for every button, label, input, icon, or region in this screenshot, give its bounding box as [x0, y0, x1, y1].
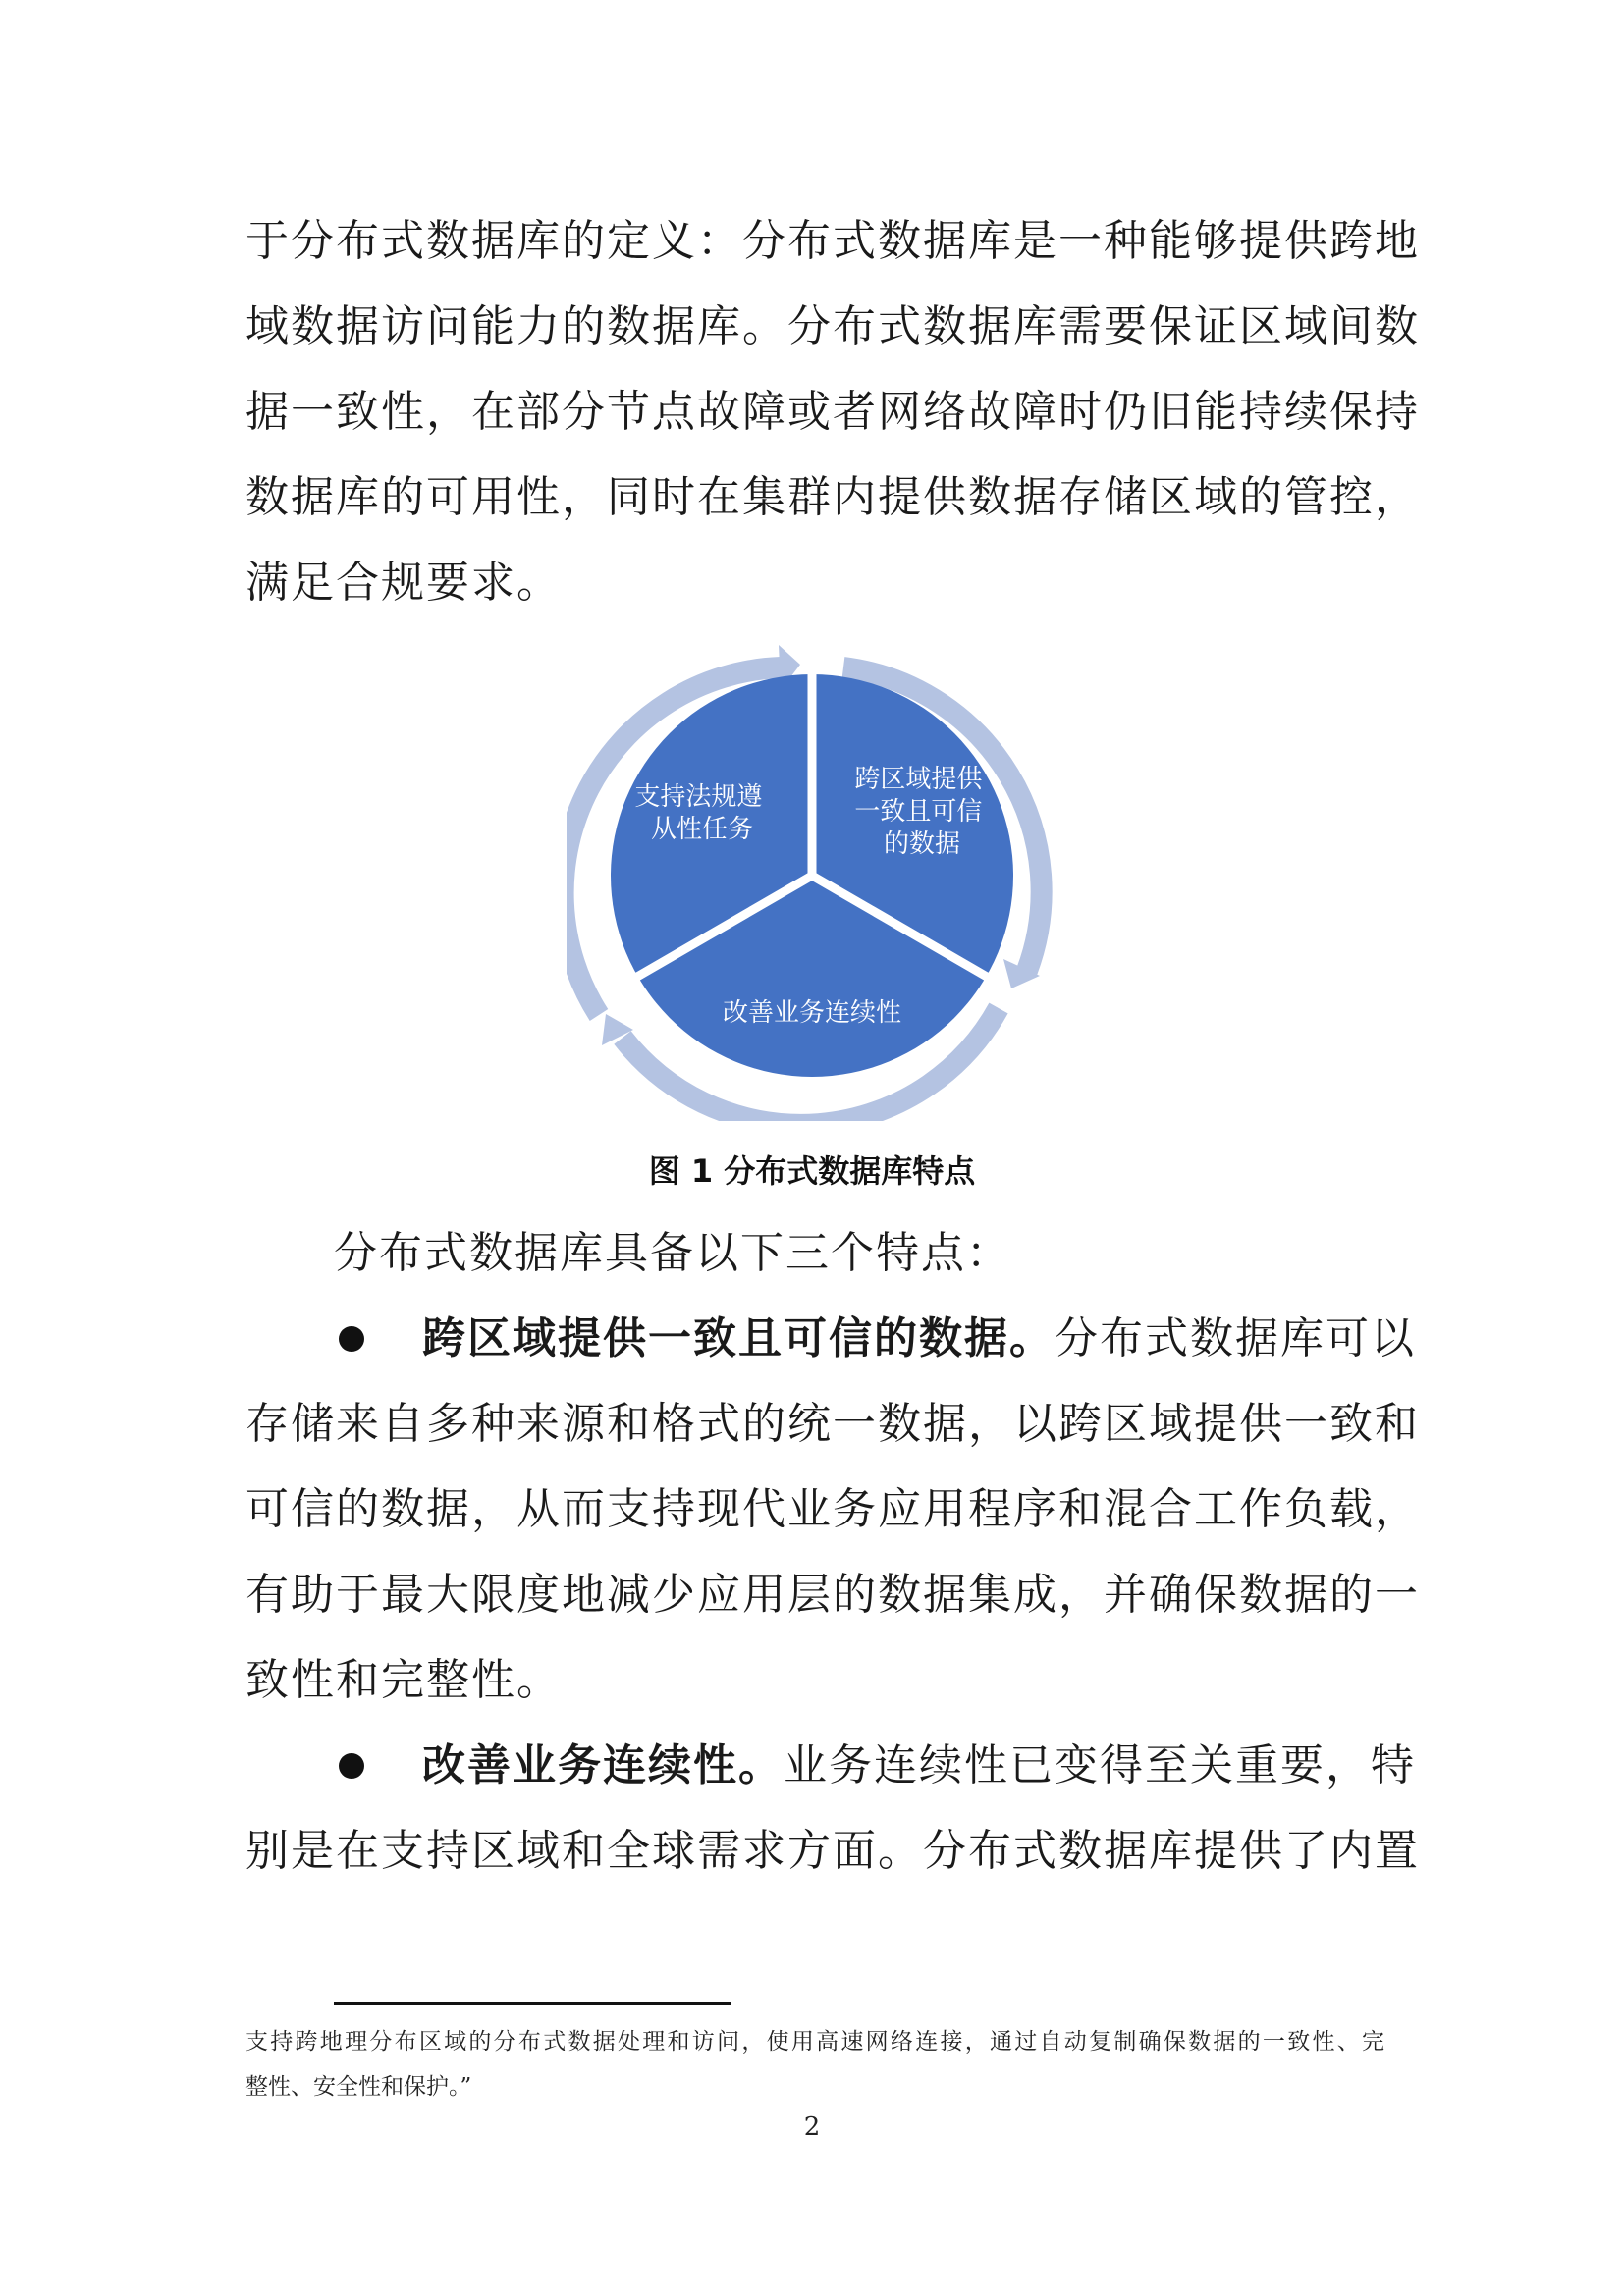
paragraph-line: 满足合规要求。 [245, 558, 562, 608]
bullet-first-line [422, 1296, 1416, 1382]
paragraph-line: 有助于最大限度地减少应用层的数据集成，并确保数据的一 [245, 1570, 1420, 1620]
paragraph-line: 域数据访问能力的数据库。分布式数据库需要保证区域间数 [245, 301, 1420, 351]
cycle-diagram [567, 625, 1057, 1121]
paragraph-line: 可信的数据，从而支持现代业务应用程序和混合工作负载， [245, 1484, 1420, 1534]
footnote-rule [334, 2002, 731, 2005]
paragraph-line: 于分布式数据库的定义：分布式数据库是一种能够提供跨地 [245, 216, 1420, 266]
bullet-text: 分布式数据库可以 [1055, 1313, 1416, 1363]
page-number: 2 [803, 2112, 821, 2142]
bullet-lead: 改善业务连续性。 [422, 1740, 784, 1790]
summary-line: 分布式数据库具备以下三个特点： [334, 1228, 1011, 1278]
paragraph-line: 存储来自多种来源和格式的统一数据，以跨区域提供一致和 [245, 1399, 1420, 1449]
bullet-first-line [422, 1723, 1416, 1809]
bullet-text: 业务连续性已变得至关重要，特 [784, 1740, 1416, 1790]
segment-label-consistent-data: 跨区域提供 一致且可信 的数据 [854, 764, 983, 858]
footnote-line: 支持跨地理分布区域的分布式数据处理和访问，使用高速网络连接，通过自动复制确保数据的一致性、完 [245, 2029, 1384, 2055]
paragraph-line: 致性和完整性。 [245, 1655, 562, 1705]
paragraph-line: 数据库的可用性，同时在集群内提供数据存储区域的管控， [245, 472, 1420, 522]
segment-label-business-continuity: 改善业务连续性 [722, 997, 902, 1027]
bullet-icon [339, 1326, 364, 1352]
paragraph-line: 别是在支持区域和全球需求方面。分布式数据库提供了内置 [245, 1826, 1420, 1876]
paragraph-line: 据一致性，在部分节点故障或者网络故障时仍旧能持续保持 [245, 387, 1420, 437]
footnote-line: 整性、安全性和保护。” [245, 2074, 472, 2100]
bullet-icon [339, 1753, 364, 1779]
figure-caption: 图 1 分布式数据库特点 [648, 1152, 976, 1190]
bullet-lead: 跨区域提供一致且可信的数据。 [422, 1313, 1055, 1363]
segment-label-compliance: 支持法规遵 从性任务 [634, 781, 763, 843]
